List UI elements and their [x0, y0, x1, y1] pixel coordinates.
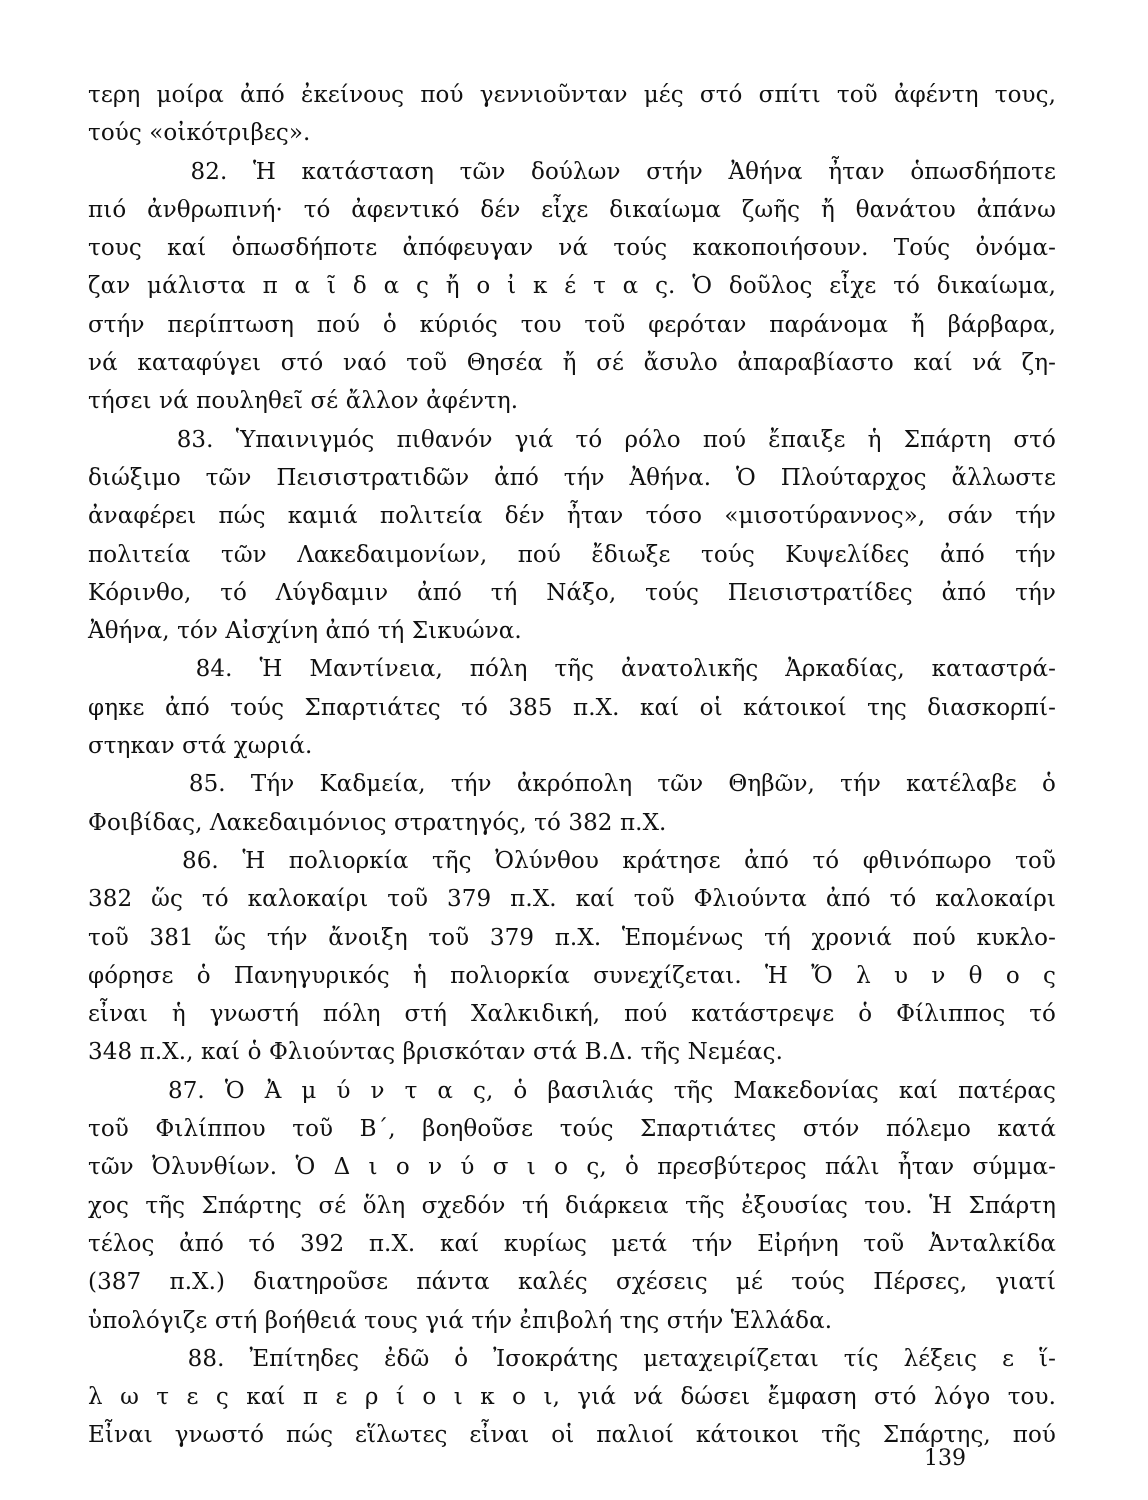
- text-line: νά καταφύγει στό ναό τοῦ Θησέα ἤ σέ ἄσυλο ἀπαραβίαστο καί νά ζη-: [88, 350, 1056, 377]
- text-line: φηκε ἀπό τούς Σπαρτιάτες τό 385 π.Χ. καί οἱ κάτοικοί της διασκορπί-: [88, 694, 1056, 721]
- text-line: πιό ἀνθρωπινή· τό ἀφεντικό δέν εἶχε δικαίωμα ζωῆς ἤ θανάτου ἀπάνω: [88, 196, 1056, 223]
- text-line: 382 ὥς τό καλοκαίρι τοῦ 379 π.Χ. καί τοῦ Φλιούντα ἀπό τό καλοκαίρι: [88, 886, 1056, 913]
- text-line: 82. Ἡ κατάσταση τῶν δούλων στήν Ἀθήνα ἦταν ὁπωσδήποτε: [88, 158, 1056, 185]
- text-line: διώξιμο τῶν Πεισιστρατιδῶν ἀπό τήν Ἀθήνα. Ὁ Πλούταρχος ἄλλωστε: [88, 464, 1056, 491]
- text-line: φόρησε ὁ Πανηγυρικός ἡ πολιορκία συνεχίζεται. Ἡ Ὄ λ υ ν θ ο ς: [88, 962, 1056, 989]
- text-line: ἀναφέρει πώς καμιά πολιτεία δέν ἦταν τόσο «μισοτύραννος», σάν τήν: [88, 503, 1056, 530]
- page-text-body: [88, 76, 1056, 1455]
- text-line: Ἀθήνα, τόν Αἰσχίνη ἀπό τή Σικυώνα.: [88, 618, 522, 645]
- text-line: 348 π.Χ., καί ὁ Φλιούντας βρισκόταν στά Β.Δ. τῆς Νεμέας.: [88, 1039, 783, 1066]
- text-line: τήσει νά πουληθεῖ σέ ἄλλον ἀφέντη.: [88, 388, 519, 415]
- text-line: Φοιβίδας, Λακεδαιμόνιος στρατηγός, τό 382 π.Χ.: [88, 809, 667, 836]
- page-number: 139: [924, 1446, 966, 1471]
- text-line: ὑπολόγιζε στή βοήθειά τους γιά τήν ἐπιβολή της στήν Ἑλλάδα.: [88, 1307, 833, 1334]
- text-line: 86. Ἡ πολιορκία τῆς Ὀλύνθου κράτησε ἀπό τό φθινόπωρο τοῦ: [88, 847, 1056, 874]
- text-line: Κόρινθο, τό Λύγδαμιν ἀπό τή Νάξο, τούς Πεισιστρατίδες ἀπό τήν: [88, 579, 1056, 606]
- text-line: τῶν Ὀλυνθίων. Ὁ Δ ι ο ν ύ σ ι ο ς, ὁ πρεσβύτερος πάλι ἦταν σύμμα-: [88, 1154, 1056, 1181]
- text-line: τους καί ὁπωσδήποτε ἀπόφευγαν νά τούς κακοποιήσουν. Τούς ὀνόμα-: [88, 235, 1056, 262]
- text-line: 87. Ὁ Ἀ μ ύ ν τ α ς, ὁ βασιλιάς τῆς Μακεδονίας καί πατέρας: [88, 1077, 1056, 1104]
- text-line: 85. Τήν Καδμεία, τήν ἀκρόπολη τῶν Θηβῶν, τήν κατέλαβε ὁ: [88, 771, 1056, 798]
- text-line: ζαν μάλιστα π α ῖ δ α ς ἤ ο ἰ κ έ τ α ς. Ὁ δοῦλος εἶχε τό δικαίωμα,: [88, 273, 1056, 300]
- text-line: 83. Ὑπαινιγμός πιθανόν γιά τό ρόλο πού ἔπαιξε ἡ Σπάρτη στό: [88, 426, 1056, 453]
- text-line: (387 π.Χ.) διατηροῦσε πάντα καλές σχέσεις μέ τούς Πέρσες, γιατί: [88, 1269, 1056, 1296]
- text-line: τερη μοίρα ἀπό ἐκείνους πού γεννιοῦνταν μές στό σπίτι τοῦ ἀφέντη τους,: [88, 82, 1056, 108]
- text-line: 88. Ἐπίτηδες ἐδῶ ὁ Ἰσοκράτης μεταχειρίζεται τίς λέξεις ε ἵ-: [88, 1345, 1056, 1372]
- text-line: τέλος ἀπό τό 392 π.Χ. καί κυρίως μετά τήν Εἰρήνη τοῦ Ἀνταλκίδα: [88, 1230, 1056, 1257]
- text-line: χος τῆς Σπάρτης σέ ὅλη σχεδόν τή διάρκεια τῆς ἐξουσίας του. Ἡ Σπάρτη: [88, 1192, 1056, 1219]
- text-line: τοῦ 381 ὥς τήν ἄνοιξη τοῦ 379 π.Χ. Ἑπομένως τή χρονιά πού κυκλο-: [88, 924, 1056, 951]
- text-line: Εἶναι γνωστό πώς εἵλωτες εἶναι οἱ παλιοί κάτοικοι τῆς Σπάρτης, πού: [88, 1422, 1056, 1449]
- text-line: στηκαν στά χωριά.: [88, 733, 313, 760]
- text-line: λ ω τ ε ς καί π ε ρ ί ο ι κ ο ι, γιά νά δώσει ἔμφαση στό λόγο του.: [88, 1384, 1056, 1411]
- text-line: τοῦ Φιλίππου τοῦ Β΄, βοηθοῦσε τούς Σπαρτιάτες στόν πόλεμο κατά: [88, 1116, 1056, 1143]
- text-line: στήν περίπτωση πού ὁ κύριός του τοῦ φερόταν παράνομα ἤ βάρβαρα,: [88, 311, 1056, 338]
- text-line: εἶναι ἡ γνωστή πόλη στή Χαλκιδική, πού κατάστρεψε ὁ Φίλιππος τό: [88, 1001, 1056, 1028]
- text-line: τούς «οἰκότριβες».: [88, 120, 311, 147]
- text-line: 84. Ἡ Μαντίνεια, πόλη τῆς ἀνατολικῆς Ἀρκαδίας, καταστρά-: [88, 656, 1056, 683]
- text-line: πολιτεία τῶν Λακεδαιμονίων, πού ἔδιωξε τούς Κυψελίδες ἀπό τήν: [88, 541, 1056, 568]
